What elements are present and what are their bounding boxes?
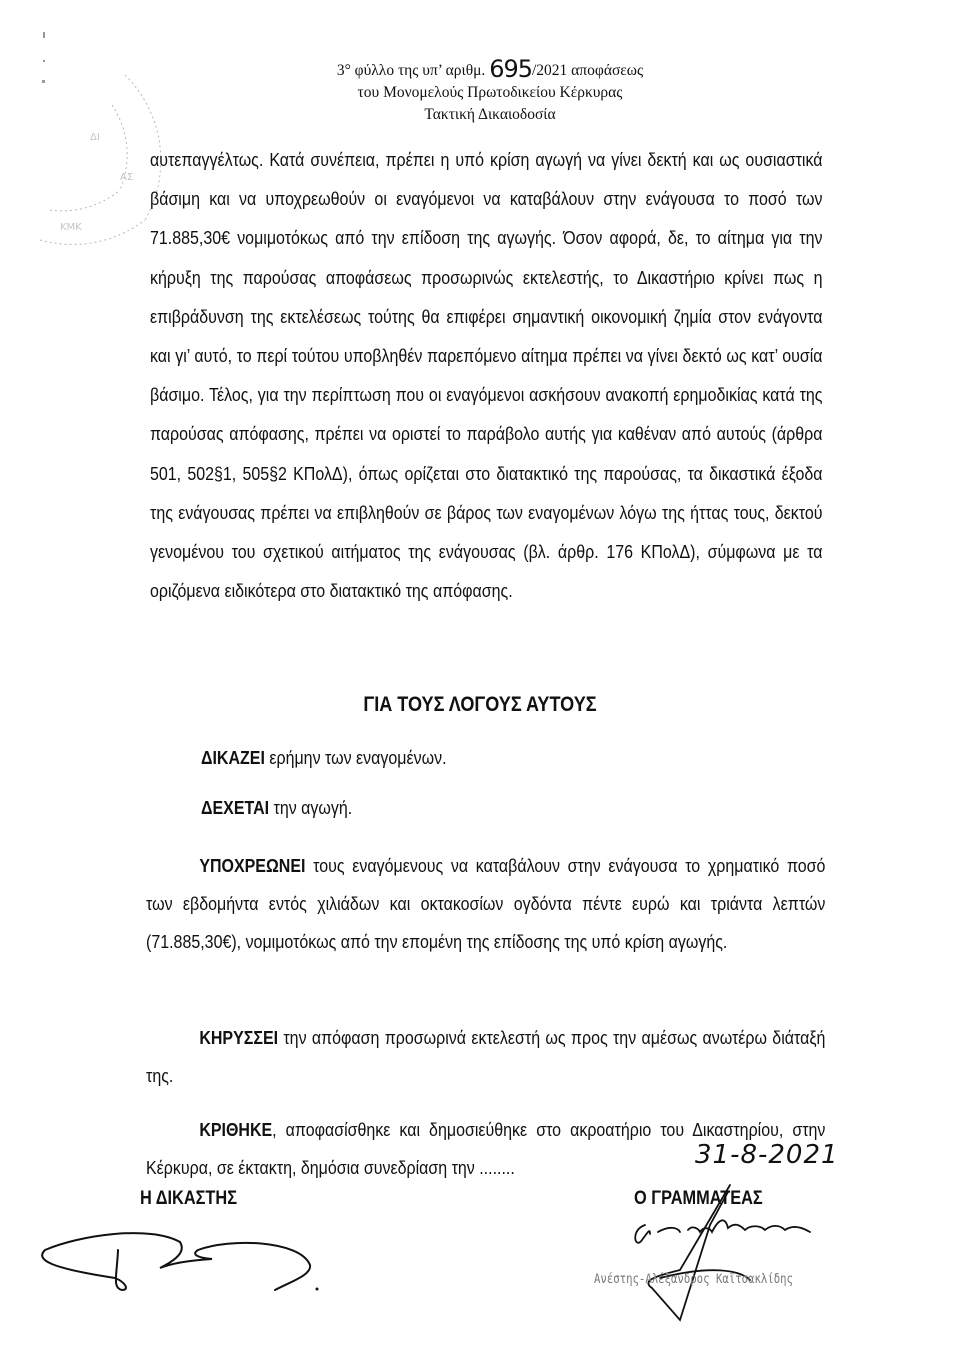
operative-text: την αγωγή.	[269, 797, 353, 818]
header-line-1	[260, 55, 720, 83]
court-name: του Μονομελούς Πρωτοδικείου Κέρκυρας	[357, 84, 623, 101]
operative-keyword: ΚΗΡΥΣΣΕΙ	[199, 1027, 279, 1048]
reasoning-paragraph: αυτεπαγγέλτως. Κατά συνέπεια, πρέπει η υπό κρίση αγωγή να γίνει δεκτή και ως ουσιαστικά βάσιμη και να υποχρεωθούν οι εναγόμενοι να καταβάλουν στην ενάγουσα το ποσό των 71.885,30€ νομιμοτόκως από την επίδοση της αγωγής. Όσον αφορά, δε, το αίτημα για την κήρυξη της παρούσας αποφάσεως προσωρινώς εκτελεστής, το Δικαστήριο κρίνει πως η επιβράδυνση της εκτελέσεως τούτης θα επιφέρει σημαντική οικονομική ζημία στον ενάγοντα και γι’ αυτό, το περί τούτου υποβληθέν παρεπόμενο αίτημα πρέπει να γίνει δεκτό ως κατ’ ουσία βάσιμο. Τέλος, για την περίπτωση που οι εναγόμενοι ασκήσουν ανακοπή ερημοδικίας κατά της παρούσας απόφασης, πρέπει να οριστεί το παράβολο αυτής για καθέναν από αυτούς (άρθρα 501, 502§1, 505§2 ΚΠολΔ), όπως ορίζεται στο διατακτικό της παρούσας, τα δικαστικά έξοδα της ενάγουσας πρέπει να επιβληθούν σε βάρος των εναγομένων λόγω της ήττας τους, δεκτού γενομένου του σχετικού αιτήματος της ενάγουσας (βλ. άρθρ. 176 ΚΠολΔ), σύμφωνα με τα οριζόμενα ειδικότερα στο διατακτικό της απόφασης.	[150, 149, 823, 602]
operative-text: τους εναγόμενους να καταβάλουν στην ενάγουσα το χρηματικό ποσό των εβδομήντα εντός χιλιάδων και οκτακοσίων ογδόντα πέντε ευρώ και τριάντα λεπτών (71.885,30€), νομιμοτόκως από την επομένη της επίδοσης της υπό κρίση αγωγής.	[146, 855, 826, 952]
secretary-name-stamp: Ανέστης-Αλέξανδρος Καϊτσακλίδης	[594, 1272, 793, 1287]
operative-text: ερήμην των εναγομένων.	[264, 747, 447, 768]
judge-label: Η ΔΙΚΑΣΤΗΣ	[140, 1188, 238, 1209]
operative-keyword: ΔΕΧΕΤΑΙ	[201, 797, 270, 818]
svg-text:ΔΙ: ΔΙ	[90, 132, 100, 143]
decision-year-label: /2021 αποφάσεως	[532, 62, 644, 79]
jurisdiction-label: Τακτική Δικαιοδοσία	[424, 106, 556, 123]
operative-keyword: ΚΡΙΘΗΚΕ	[199, 1119, 273, 1140]
operative-text: την απόφαση προσωρινά εκτελεστή ως προς την αμέσως ανωτέρω διάταξή της.	[146, 1027, 826, 1086]
page-header	[260, 55, 720, 126]
operative-item-declares	[146, 1019, 825, 1095]
operative-text: , αποφασίσθηκε και δημοσιεύθηκε στο ακροατήριο του Δικαστηρίου, στην Κέρκυρα, σε έκτακτη, δημόσια συνεδρίαση την ........	[146, 1119, 826, 1178]
court-seal-stamp	[20, 60, 150, 250]
operative-item-tries	[201, 747, 447, 769]
svg-text:ΑΣ: ΑΣ	[120, 172, 134, 183]
operative-keyword: ΥΠΟΧΡΕΩΝΕΙ	[199, 855, 306, 876]
handwritten-decision-number: 695	[489, 55, 532, 83]
secretary-signature	[600, 1170, 860, 1330]
operative-keyword: ΔΙΚΑΖΕΙ	[201, 747, 265, 768]
secretary-label: Ο ΓΡΑΜΜΑΤΕΑΣ	[634, 1188, 763, 1209]
operative-item-obliges	[146, 847, 825, 961]
handwritten-publication-date: 31-8-2021	[695, 1140, 839, 1170]
operative-item-accepts	[201, 797, 352, 819]
svg-text:ΚΜΚ: ΚΜΚ	[60, 222, 82, 233]
operative-heading: ΓΙΑ ΤΟΥΣ ΛΟΓΟΥΣ ΑΥΤΟΥΣ	[363, 693, 597, 716]
judge-signature	[0, 1220, 340, 1320]
sheet-label: 3° φύλλο της υπ’ αριθμ.	[336, 62, 486, 79]
